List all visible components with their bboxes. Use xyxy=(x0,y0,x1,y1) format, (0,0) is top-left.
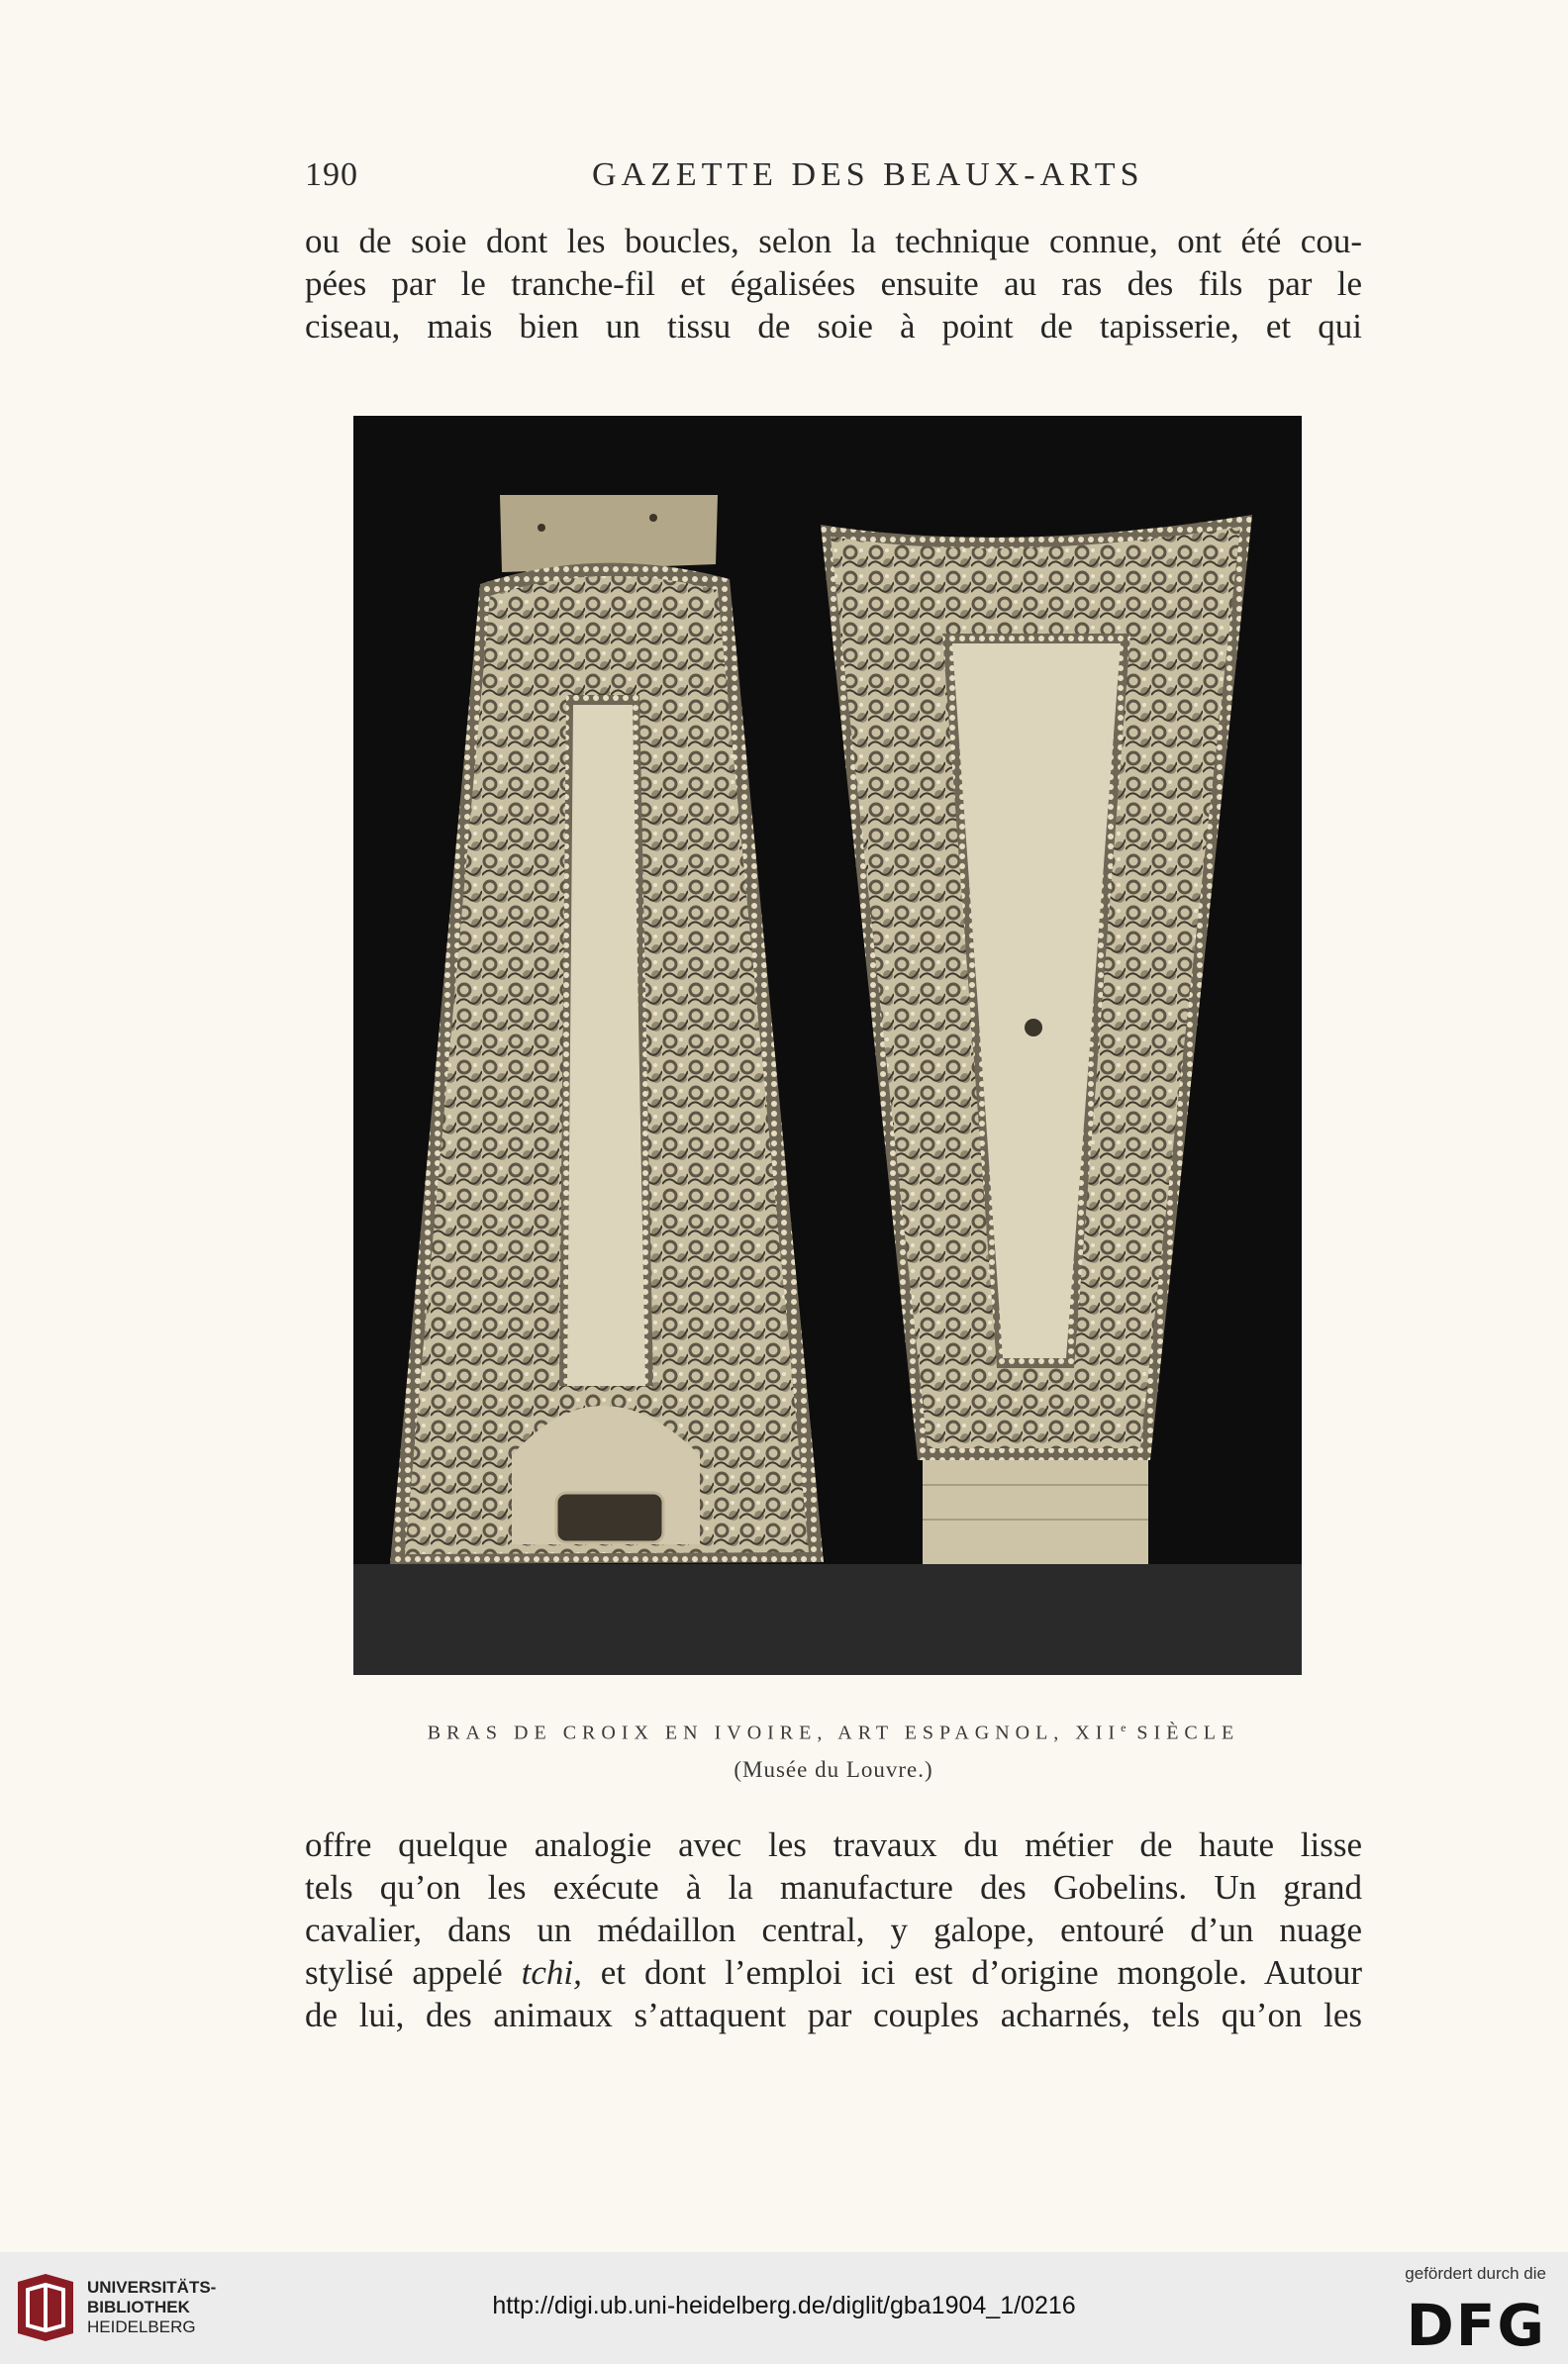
text-line xyxy=(305,1951,1362,1994)
digitization-footer xyxy=(0,2252,1568,2364)
library-name-line: BIBLIOTHEK xyxy=(87,2298,190,2316)
plate-caption xyxy=(305,1721,1362,1783)
photo-plate-ivory-cross-arms xyxy=(353,416,1302,1675)
caption-title xyxy=(305,1721,1362,1745)
permalink-url[interactable]: http://digi.ub.uni-heidelberg.de/diglit/gba1904_1/0216 xyxy=(492,2292,1076,2319)
caption-title-superscript: e xyxy=(1121,1721,1127,1734)
dfg-logo: DFG xyxy=(1406,2292,1546,2359)
text-line: tels qu’on les exécute à la manufacture des Gobelins. Un grand xyxy=(305,1868,1362,1907)
text-segment: et dont l’emploi ici est d’origine mongole. Autour xyxy=(581,1953,1362,1992)
italic-term-tchi: tchi, xyxy=(521,1953,582,1992)
journal-title: GAZETTE DES BEAUX-ARTS xyxy=(592,156,1144,193)
display-table xyxy=(353,1564,1302,1675)
text-line: ciseau, mais bien un tissu de soie à point de tapisserie, et qui xyxy=(305,307,1362,345)
text-line: cavalier, dans un médaillon central, y galope, entouré d’un nuage xyxy=(305,1911,1362,1949)
library-name-line: UNIVERSITÄTS- xyxy=(87,2278,217,2297)
caption-source: (Musée du Louvre.) xyxy=(734,1756,933,1782)
text-line: offre quelque analogie avec les travaux du métier de haute lisse xyxy=(305,1825,1362,1864)
library-name-line: HEIDELBERG xyxy=(87,2317,196,2336)
body-text-bottom xyxy=(305,1823,1362,2036)
text-line: pées par le tranche-fil et égalisées ensuite au ras des fils par le xyxy=(305,264,1362,303)
body-text-top xyxy=(305,220,1362,347)
text-line: de lui, des animaux s’attaquent par couples acharnés, tels qu’on les xyxy=(305,1996,1362,2034)
ivory-cross-arms-illustration xyxy=(353,416,1302,1675)
caption-title-main: BRAS DE CROIX EN IVOIRE, ART ESPAGNOL, XII xyxy=(427,1722,1122,1744)
running-head xyxy=(305,156,1364,206)
funded-by-label: gefördert durch die xyxy=(1405,2264,1546,2283)
page-number: 190 xyxy=(305,156,358,193)
caption-title-end: SIÈCLE xyxy=(1126,1722,1240,1744)
text-segment: stylisé appelé xyxy=(305,1953,522,1992)
text-line: ou de soie dont les boucles, selon la technique connue, ont été cou- xyxy=(305,222,1362,260)
